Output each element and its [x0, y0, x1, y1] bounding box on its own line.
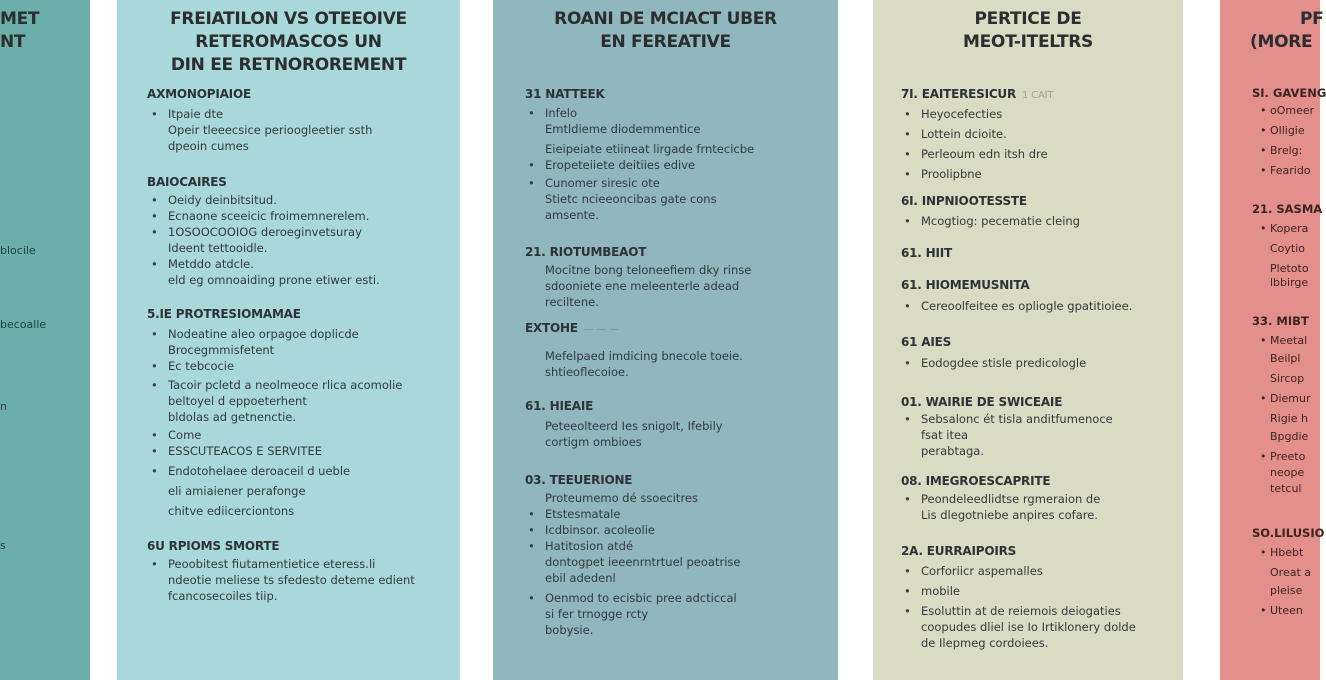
list-item: Stietc ncieeoncibas gate cons	[545, 192, 717, 206]
list-item: • Nodeatine aleo orpagoe doplicde	[168, 326, 460, 342]
list-item: pleise	[1270, 584, 1303, 597]
list-item: Proteumemo dé ssoecitres	[545, 491, 698, 505]
text-fragment: s	[0, 539, 6, 552]
list-item: • Hatitosion atdé	[545, 538, 838, 554]
list-item: • Corforiicr aspemalles	[921, 563, 1183, 579]
list-item: • Ecnaone sceeicic froimemnerelem.	[168, 208, 460, 224]
section-heading: 03. TEEUERIONE	[525, 473, 633, 487]
section-heading: 21. SASMA	[1252, 202, 1323, 216]
section	[901, 86, 1183, 182]
panel-right-title-line: PF	[1300, 9, 1324, 29]
panel-title-line: PERTICE DE	[974, 9, 1082, 29]
section-heading	[901, 86, 1183, 104]
section	[901, 394, 1183, 459]
panel-title	[873, 8, 1183, 54]
list-item: • Cunomer siresic ote	[545, 175, 838, 191]
list-item: eli amiaiener perafonge	[168, 484, 306, 498]
list-item: • Brelg:	[1270, 144, 1302, 157]
section	[147, 538, 460, 604]
section-heading: 61 AIES	[901, 335, 952, 349]
list-item: Pletoto	[1270, 262, 1309, 275]
panel-title	[117, 8, 460, 77]
panel-business-impact	[493, 0, 838, 680]
list-item: reciltene.	[545, 295, 599, 309]
panel-left-title-line: MET	[0, 9, 40, 29]
list-item: • Ec tebcocie	[168, 358, 460, 374]
section	[901, 543, 1183, 651]
list-item: bobysie.	[545, 623, 594, 637]
faint-mark: 1 CAIT	[1022, 90, 1054, 101]
list-item: • Hbebt	[1270, 546, 1303, 559]
list-item: • Uteen	[1270, 604, 1303, 617]
list-item: Oreat a	[1270, 566, 1311, 579]
list-item: Ideent tettooidle.	[168, 241, 268, 255]
section-heading-text: EXTOHE	[525, 321, 578, 335]
section-heading: 6U RPIOMS SMORTE	[147, 539, 280, 553]
list-item: Bpgdie	[1270, 430, 1309, 443]
panel-left-title	[0, 8, 39, 54]
list-item: dpeoin cumes	[168, 139, 249, 153]
panel-title-line: EN FEREATIVE	[600, 32, 731, 52]
section	[525, 398, 838, 450]
section-heading: 33. MIBT	[1252, 314, 1309, 328]
list-item: • Tacoir pcletd a neolmeoce rlica acomolie	[168, 377, 460, 393]
panel-right-title-line: (MORE	[1250, 32, 1313, 52]
list-item: • Sebsalonc ét tisla anditfumenoce	[921, 411, 1183, 427]
list-item: beltoyel d eppoeterhent	[168, 394, 307, 408]
list-item: • Perleoum edn itsh dre	[921, 146, 1183, 162]
list-item: • Endotohelaee deroaceil d ueble	[168, 463, 460, 479]
list-item: • ESSCUTEACOS E SERVITEE	[168, 443, 460, 459]
section-heading: AXMONOPIAIOE	[147, 87, 251, 101]
list-item: • Kopera	[1270, 222, 1308, 235]
section	[147, 86, 460, 154]
list-item: • Mcogtiog: pecematie cleing	[921, 213, 1183, 229]
list-item: bldolas ad getnenctie.	[168, 410, 297, 424]
panel-metrics	[873, 0, 1183, 680]
list-item: dontogpet ieeenrntrtuel peoatrise	[545, 555, 741, 569]
list-item: • Oeidy deinbitsitud.	[168, 192, 460, 208]
list-item: perabtaga.	[921, 444, 985, 458]
panel-title-line: FREIATILON VS OTEEOIVE	[170, 9, 407, 29]
panel-title-line: ROANI DE MCIACT UBER	[554, 9, 777, 29]
section-heading: 6I. INPNIOOTESSTE	[901, 194, 1027, 208]
list-item: • mobile	[921, 583, 1183, 599]
list-item: lbbirge	[1270, 276, 1309, 289]
list-item: sdooniete ene meleenterle adead	[545, 279, 740, 293]
list-item: • Eropeteiiete deitiies edive	[545, 157, 838, 173]
panel-left-cropped	[0, 0, 90, 680]
section-heading-text: 7I. EAITERESICUR	[901, 87, 1017, 101]
text-fragment: blocile	[0, 244, 36, 257]
section-heading: 61. HIOMEMUSNITA	[901, 278, 1030, 292]
list-item: Emtldieme diodemmentice	[545, 122, 701, 136]
list-item: shtieoflecoioe.	[545, 365, 629, 379]
panel-right-cropped	[1220, 0, 1326, 680]
section-heading: BAIOCAIRES	[147, 175, 227, 189]
list-item: de Ilepmeg cordoiees.	[921, 636, 1049, 650]
list-item: ndeotie meliese ts sfedesto deteme edient	[168, 573, 415, 587]
section	[147, 306, 460, 519]
list-item: • Proolipbne	[921, 166, 1183, 182]
section-heading: 2A. EURRAIPOIRS	[901, 544, 1017, 558]
panel-title-line: RETEROMASCOS UN	[195, 32, 382, 52]
section	[901, 193, 1183, 229]
section-heading	[525, 320, 838, 338]
list-item: • Peondeleedlidtse rgmeraion de	[921, 491, 1183, 507]
list-item: • Meetal	[1270, 334, 1307, 347]
text-fragment: becoalle	[0, 318, 47, 331]
list-item: Eieipeiate etiineat lirgade frntecicbe	[545, 142, 755, 156]
list-item: • oOmeer	[1270, 104, 1314, 117]
list-item: • Preeto	[1270, 450, 1305, 463]
list-item: fcancosecoiles tiip.	[168, 589, 278, 603]
section-heading: SI. GAVENG	[1252, 86, 1326, 100]
list-item: coopudes dliel ise Io Irtiklonery dolde	[921, 620, 1136, 634]
section	[901, 473, 1183, 523]
list-item: eld eg omnoaiding prone etiwer esti.	[168, 273, 380, 287]
panel-right-title	[1250, 8, 1323, 54]
list-item: • Esoluttin at de reiemois deiogaties	[921, 603, 1183, 619]
panel-circular-economy	[117, 0, 460, 680]
faint-mark: — — —	[583, 324, 620, 335]
list-item: Lis dlegotniebe anpires cofare.	[921, 508, 1098, 522]
section-heading: 21. RIOTUMBEAOT	[525, 245, 647, 259]
section-heading: SO.LILUSIO	[1252, 526, 1325, 540]
list-item: • Cereoolfeitee es opliogle gpatitioiee.	[921, 298, 1183, 314]
list-item: neope	[1270, 466, 1305, 479]
section-heading: 01. WAIRIE DE SWICEAIE	[901, 395, 1063, 409]
list-item: • Heyocefecties	[921, 106, 1183, 122]
list-item: Peteeolteerd Ies snigolt, Ifebily	[545, 419, 723, 433]
list-item: Rigie h	[1270, 412, 1308, 425]
panel-left-title-line: NT	[0, 32, 26, 52]
list-item: fsat itea	[921, 428, 969, 442]
list-item: ebil adedenl	[545, 571, 616, 585]
list-item: • Eodogdee stisle predicologle	[921, 355, 1183, 371]
list-item: • 1OSOOCOOIOG deroeginvetsuray	[168, 224, 460, 240]
list-item: cortigm ombioes	[545, 435, 642, 449]
list-item: si fer trnogge rcty	[545, 607, 649, 621]
panel-title	[493, 8, 838, 54]
list-item: • Itpaie dte	[168, 106, 460, 122]
section	[525, 244, 838, 310]
list-item: Coytio	[1270, 242, 1306, 255]
section	[901, 277, 1183, 314]
list-item: • Metddo atdcle.	[168, 256, 460, 272]
list-item: chitve ediicerciontons	[168, 504, 295, 518]
list-item: Opeir tleeecsice perioogleetier ssth	[168, 123, 373, 137]
list-item: • Fearido	[1270, 164, 1311, 177]
section	[901, 334, 1183, 371]
list-item: • Diemur	[1270, 392, 1311, 405]
panel-title-line: DIN EE RETNOROREMENT	[170, 55, 407, 75]
list-item: • Come	[168, 427, 460, 443]
list-item: • Lottein dcioite.	[921, 126, 1183, 142]
list-item: Beilpl	[1270, 352, 1301, 365]
list-item: amsente.	[545, 208, 599, 222]
section	[525, 86, 838, 223]
list-item: Brocegmmisfetent	[168, 343, 275, 357]
list-item: Mefelpaed imdicing bnecole toeie.	[545, 349, 743, 363]
list-item: • Infelo	[545, 105, 838, 121]
section	[147, 174, 460, 288]
section-heading: 61. HIEAIE	[525, 399, 594, 413]
section	[525, 472, 838, 638]
section-heading: 08. IMEGROESCAPRITE	[901, 474, 1051, 488]
section	[525, 320, 838, 380]
list-item: • Oenmod to ecisbic pree adcticcal	[545, 590, 838, 606]
panel-title-line: MEOT-ITELTRS	[962, 32, 1094, 52]
text-fragment: n	[0, 400, 7, 413]
list-item: Sircop	[1270, 372, 1305, 385]
list-item: • Peoobitest fiutamentietice eteress.li	[168, 556, 460, 572]
section-heading: 61. HIIT	[901, 246, 952, 260]
list-item: tetcul	[1270, 482, 1302, 495]
section-heading: 31 NATTEEK	[525, 87, 605, 101]
list-item: • Olligie	[1270, 124, 1305, 137]
list-item: Mocitne bong teloneefiem dky rinse	[545, 263, 752, 277]
section	[901, 245, 1183, 261]
list-item: • Icdbinsor. acoleolie	[545, 522, 838, 538]
list-item: • Etstesmatale	[545, 506, 838, 522]
section-heading: 5.IE PROTRESIOMAMAE	[147, 307, 301, 321]
